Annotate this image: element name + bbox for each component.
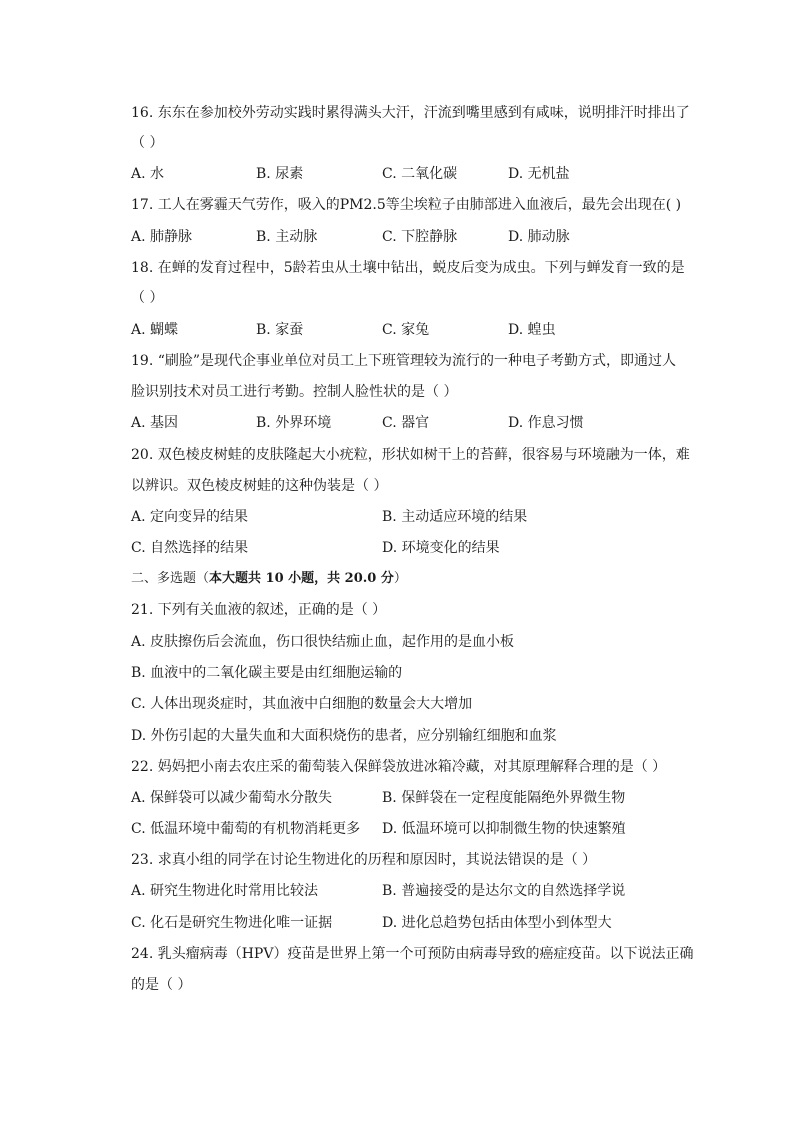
q18-option-b: B. 家蚕	[256, 322, 304, 338]
q16-stem-line2: （ ）	[131, 135, 164, 151]
section-prefix: 二、多选题（	[131, 571, 210, 586]
q21-option-d: D. 外伤引起的大量失血和大面积烧伤的患者，应分别输红细胞和血浆	[131, 728, 557, 744]
q22-option-b: B. 保鲜袋在一定程度能隔绝外界微生物	[382, 790, 626, 806]
q24-stem-line1: 24. 乳头瘤病毒（HPV）疫苗是世界上第一个可预防由病毒导致的癌症疫苗。以下说法正确	[131, 946, 694, 962]
q24-stem-line2: 的是（ ）	[131, 977, 192, 993]
q23-option-b: B. 普遍接受的是达尔文的自然选择学说	[382, 883, 626, 899]
q19-option-d: D. 作息习惯	[508, 415, 584, 431]
q23-option-a: A. 研究生物进化时常用比较法	[131, 883, 319, 899]
q16-option-a: A. 水	[131, 166, 165, 182]
q17-stem-line1: 17. 工人在雾霾天气劳作，吸入的PM2.5等尘埃粒子由肺部进入血液后，最先会出现在( )	[131, 197, 682, 213]
q16-option-c: C. 二氧化碳	[382, 166, 458, 182]
q17-option-c: C. 下腔静脉	[382, 229, 458, 245]
q19-option-c: C. 器官	[382, 415, 430, 431]
q16-stem-line1: 16. 东东在参加校外劳动实践时累得满头大汗，汗流到嘴里感到有咸味，说明排汗时排出了	[131, 105, 690, 121]
q17-option-a: A. 肺静脉	[131, 229, 193, 245]
q17-option-b: B. 主动脉	[256, 229, 318, 245]
q21-option-c: C. 人体出现炎症时，其血液中白细胞的数量会大大增加	[131, 696, 473, 712]
q22-stem-line1: 22. 妈妈把小南去农庄采的葡萄装入保鲜袋放进冰箱冷藏，对其原理解释合理的是（ ）	[131, 759, 667, 775]
section-detail: 本大题共 10 小题，共 20.0 分	[209, 571, 394, 586]
q19-stem-line2: 脸识别技术对员工进行考勤。控制人脸性状的是（ ）	[131, 384, 458, 400]
q20-option-a: A. 定向变异的结果	[131, 509, 249, 525]
q16-option-d: D. 无机盐	[508, 166, 570, 182]
q18-option-c: C. 家兔	[382, 322, 430, 338]
q20-stem-line1: 20. 双色棱皮树蛙的皮肤隆起大小疣粒，形状如树干上的苔藓，很容易与环境融为一体，难	[131, 447, 690, 463]
q18-stem-line2: （ ）	[131, 290, 164, 306]
q22-option-d: D. 低温环境可以抑制微生物的快速繁殖	[382, 821, 626, 837]
q23-option-c: C. 化石是研究生物进化唯一证据	[131, 915, 333, 931]
q18-stem-line1: 18. 在蝉的发育过程中，5龄若虫从土壤中钻出，蜕皮后变为成虫。下列与蝉发育一致的是	[131, 260, 685, 276]
q19-option-a: A. 基因	[131, 415, 179, 431]
q18-option-d: D. 蝗虫	[508, 322, 556, 338]
q23-stem-line1: 23. 求真小组的同学在讨论生物进化的历程和原因时，其说法错误的是（ ）	[131, 852, 597, 868]
section-suffix: ）	[393, 571, 407, 586]
q16-option-b: B. 尿素	[256, 166, 304, 182]
q20-option-d: D. 环境变化的结果	[382, 540, 500, 556]
q20-option-b: B. 主动适应环境的结果	[382, 509, 528, 525]
section-header-multiple-choice	[131, 569, 407, 589]
q21-stem-line1: 21. 下列有关血液的叙述，正确的是（ ）	[131, 602, 387, 618]
q23-option-d: D. 进化总趋势包括由体型小到体型大	[382, 915, 612, 931]
q21-option-b: B. 血液中的二氧化碳主要是由红细胞运输的	[131, 665, 403, 681]
q20-stem-line2: 以辨识。双色棱皮树蛙的这种伪装是（ ）	[131, 478, 388, 494]
q22-option-c: C. 低温环境中葡萄的有机物消耗更多	[131, 821, 361, 837]
q19-option-b: B. 外界环境	[256, 415, 332, 431]
q21-option-a: A. 皮肤擦伤后会流血，伤口很快结痂止血，起作用的是血小板	[131, 634, 515, 650]
q20-option-c: C. 自然选择的结果	[131, 540, 249, 556]
q18-option-a: A. 蝴蝶	[131, 322, 179, 338]
q19-stem-line1: 19. “刷脸”是现代企事业单位对员工上下班管理较为流行的一种电子考勤方式，即通过人	[131, 353, 677, 369]
q22-option-a: A. 保鲜袋可以减少葡萄水分散失	[131, 790, 333, 806]
q17-option-d: D. 肺动脉	[508, 229, 570, 245]
